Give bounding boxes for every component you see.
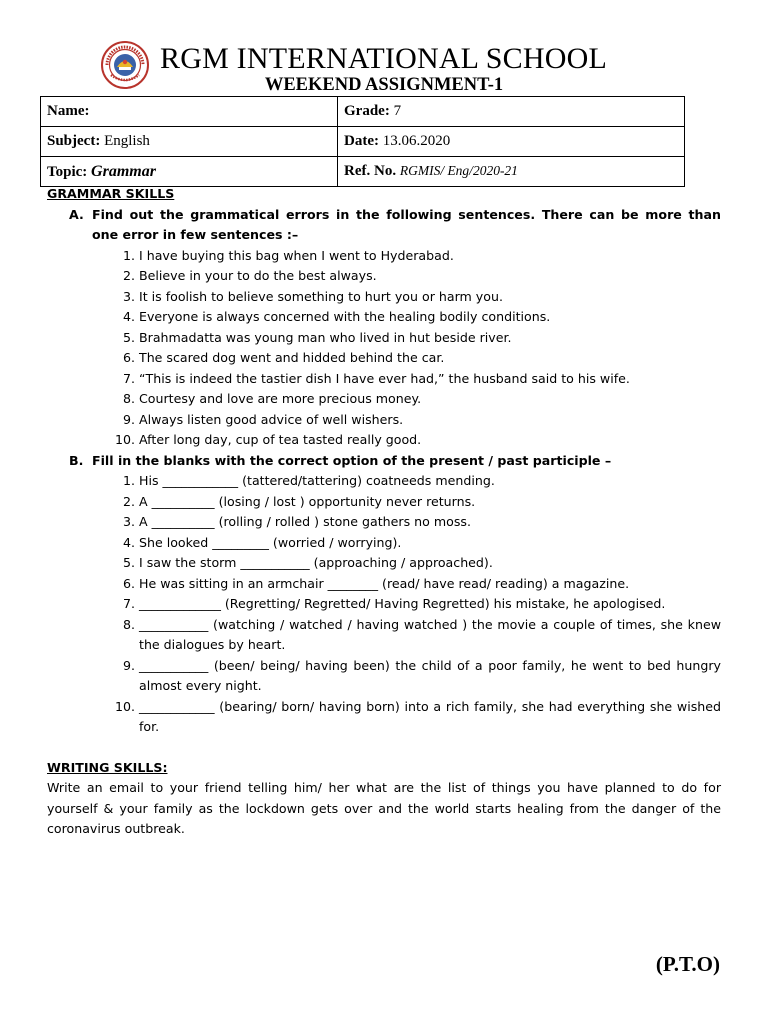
grammar-heading: GRAMMAR SKILLS [47,186,175,201]
item-number: 5. [122,555,135,570]
grade-cell [338,97,685,127]
item-text: ____________ (bearing/ born/ having born) into a rich family, she had everything she wished for. [139,698,721,734]
date-label: Date: [344,133,379,149]
item-number: 3. [122,288,135,304]
item-number: 4. [122,534,135,550]
item-number: 7. [122,370,135,386]
ref-cell [338,157,685,187]
list-item [47,328,721,349]
item-number: 9. [122,411,135,427]
item-text: Courtesy and love are more precious money. [139,391,422,406]
info-row [41,97,685,127]
name-label: Name: [47,103,90,119]
item-text: I have buying this bag when I went to Hyderabad. [139,247,454,263]
list-item [47,615,721,656]
list-item [47,697,721,738]
item-number: 10. [114,698,135,714]
list-item [47,594,721,615]
section-a-letter: A. [69,206,84,222]
item-number: 8. [122,391,135,406]
list-item [47,553,721,574]
item-number: 3. [122,514,135,529]
assignment-body [47,184,721,840]
subject-value: English [104,133,150,149]
item-text: Everyone is always concerned with the healing bodily conditions. [139,309,551,324]
item-number: 2. [122,268,135,283]
item-text: She looked _________ (worried / worrying). [139,534,402,550]
section-a-text: Find out the grammatical errors in the following sentences. There can be more than one error in few sentences :– [92,206,721,242]
ref-label: Ref. No. [344,163,397,179]
section-b-text: Fill in the blanks with the correct option of the present / past participle – [92,452,612,468]
list-item [47,512,721,533]
list-item [47,389,721,410]
date-value: 13.06.2020 [382,133,451,149]
item-text: Brahmadatta was young man who lived in hut beside river. [139,329,512,345]
item-number: 1. [122,473,135,488]
item-number: 6. [122,575,135,591]
student-info-table [40,96,685,187]
list-item [47,246,721,267]
section-a-list [47,246,721,451]
assignment-title [0,74,768,96]
list-item [47,533,721,554]
list-item [47,348,721,369]
school-name: RGM INTERNATIONAL SCHOOL [160,42,608,75]
info-row [41,127,685,157]
topic-cell [41,157,338,187]
item-text: A __________ (rolling / rolled ) stone gathers no moss. [139,514,471,529]
ref-value: RGMIS/ Eng/2020-21 [399,163,518,178]
item-text: A __________ (losing / lost ) opportunity never returns. [139,493,476,509]
list-item [47,656,721,697]
info-row [41,157,685,187]
grade-value: 7 [393,103,402,119]
assignment-title-text: WEEKEND ASSIGNMENT-1 [264,75,504,95]
item-text: ___________ (watching / watched / having watched ) the movie a couple of times, she knew the dialogues by heart. [139,616,721,652]
item-text: His ____________ (tattered/tattering) coatneeds mending. [139,473,495,488]
item-number: 7. [122,596,135,611]
item-number: 4. [122,309,135,324]
item-text: He was sitting in an armchair ________ (read/ have read/ reading) a magazine. [139,575,630,591]
spacer [47,738,721,758]
item-text: “This is indeed the tastier dish I have ever had,” the husband said to his wife. [139,370,630,386]
subject-cell [41,127,338,157]
topic-value: Grammar [91,162,156,180]
grade-label: Grade: [344,103,390,119]
item-text: ___________ (been/ being/ having been) the child of a poor family, he went to bed hungry almost every night. [139,657,721,693]
item-text: Believe in your to do the best always. [139,268,377,283]
list-item [47,307,721,328]
item-text: The scared dog went and hidded behind the car. [139,350,445,365]
list-item [47,266,721,287]
writing-prompt: Write an email to your friend telling him/ her what are the list of things you have planned to do for yourself & your family as the lockdown gets over and the world starts healing from the danger of the coronavirus outbreak. [47,780,721,836]
pto-label: (P.T.O) [655,952,720,976]
item-text: _____________ (Regretting/ Regretted/ Having Regretted) his mistake, he apologised. [139,596,666,611]
name-cell [41,97,338,127]
list-item [47,492,721,513]
section-b-list [47,471,721,738]
item-text: Always listen good advice of well wishers. [139,411,404,427]
list-item [47,369,721,390]
list-item [47,471,721,492]
writing-heading: WRITING SKILLS: [47,759,168,775]
list-item [47,574,721,595]
list-item [47,410,721,431]
topic-label: Topic: [47,163,88,180]
item-number: 1. [122,247,135,263]
item-text: After long day, cup of tea tasted really good. [139,432,422,447]
item-number: 8. [122,616,135,632]
item-number: 5. [122,329,135,345]
item-text: It is foolish to believe something to hurt you or harm you. [139,288,503,304]
item-number: 6. [122,350,135,365]
list-item [47,287,721,308]
item-number: 2. [122,493,135,509]
item-number: 9. [122,657,135,673]
date-cell [338,127,685,157]
section-a-instruction [47,205,721,246]
list-item [47,430,721,451]
item-text: I saw the storm ___________ (approaching / approached). [139,555,493,570]
item-number: 10. [114,432,135,447]
subject-label: Subject: [47,133,101,149]
section-b-instruction [47,451,721,472]
section-b-letter: B. [69,452,84,468]
